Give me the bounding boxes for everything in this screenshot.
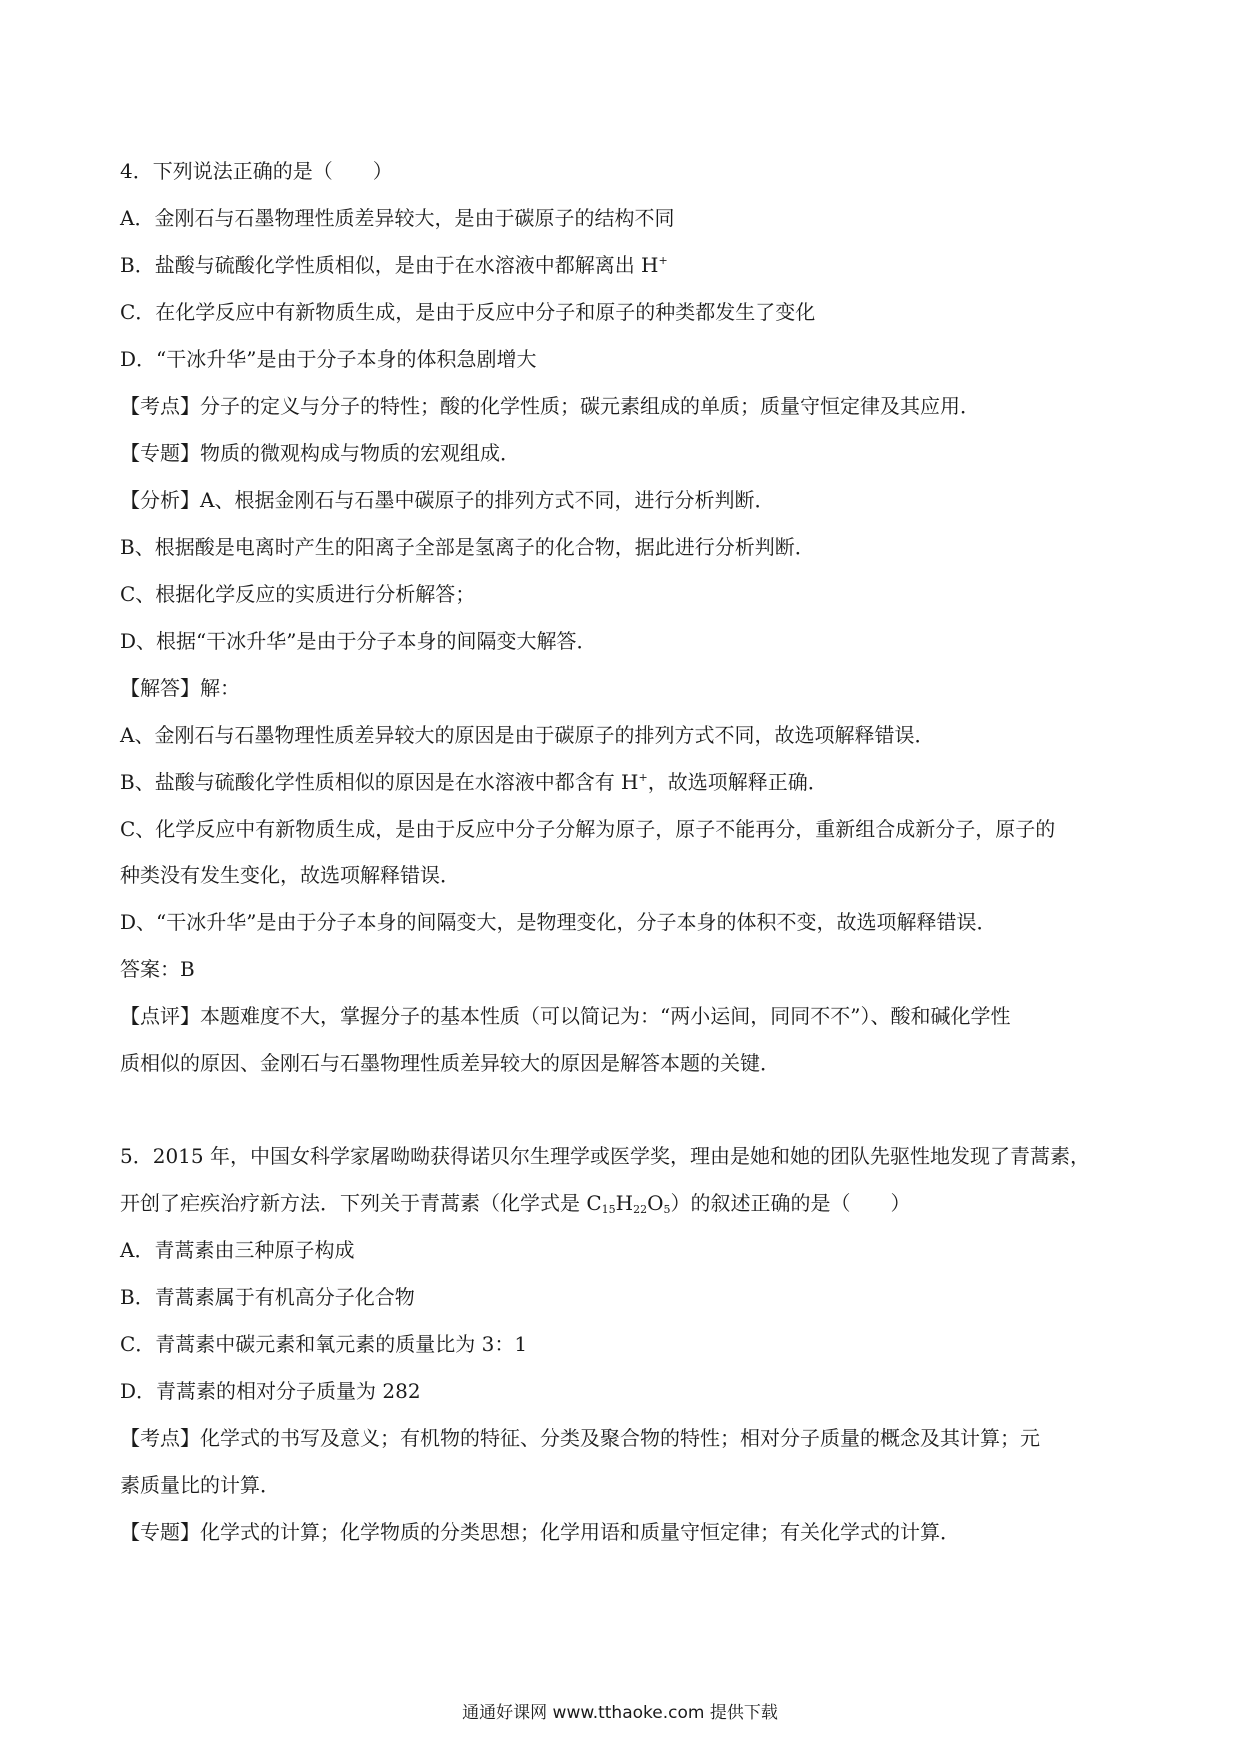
q4-kaodian: 【考点】分子的定义与分子的特性；酸的化学性质；碳元素组成的单质；质量守恒定律及其应用． bbox=[120, 394, 980, 418]
q4-jieda-a: A、金刚石与石墨物理性质差异较大的原因是由于碳原子的排列方式不同，故选项解释错误． bbox=[120, 723, 935, 747]
q4-jieda-b-text: B、盐酸与硫酸化学性质相似的原因是在水溶液中都含有 H bbox=[120, 770, 639, 794]
q5-kaodian-line1: 【考点】化学式的书写及意义；有机物的特征、分类及聚合物的特性；相对分子质量的概念及其计算；元 bbox=[120, 1426, 1040, 1450]
q4-dianping-line1: 【点评】本题难度不大，掌握分子的基本性质（可以简记为：“两小运间，同同不不”）、酸和碱化学性 bbox=[120, 1004, 1011, 1028]
q4-option-b-superscript: + bbox=[658, 254, 668, 267]
q4-fenxi-3: C、根据化学反应的实质进行分析解答； bbox=[120, 582, 476, 606]
q4-fenxi-2: B、根据酸是电离时产生的阳离子全部是氢离子的化合物，据此进行分析判断． bbox=[120, 535, 815, 559]
q4-option-c: C．在化学反应中有新物质生成，是由于反应中分子和原子的种类都发生了变化 bbox=[120, 300, 816, 324]
q4-zhuanti: 【专题】物质的微观构成与物质的宏观组成． bbox=[120, 441, 520, 465]
q5-formula-o-subscript: 5 bbox=[663, 1203, 671, 1216]
q5-stem-line2-suffix: ）的叙述正确的是（ ） bbox=[670, 1191, 911, 1215]
q5-option-a: A．青蒿素由三种原子构成 bbox=[120, 1238, 355, 1262]
q5-option-c: C．青蒿素中碳元素和氧元素的质量比为 3：1 bbox=[120, 1332, 528, 1356]
q4-option-d: D．“干冰升华”是由于分子本身的体积急剧增大 bbox=[120, 347, 537, 371]
q5-kaodian-line2: 素质量比的计算． bbox=[120, 1473, 280, 1497]
q4-fenxi-4: D、根据“干冰升华”是由于分子本身的间隔变大解答． bbox=[120, 629, 597, 653]
q5-zhuanti: 【专题】化学式的计算；化学物质的分类思想；化学用语和质量守恒定律；有关化学式的计算． bbox=[120, 1520, 960, 1544]
q5-stem-line2-text: 开创了疟疾治疗新方法．下列关于青蒿素（化学式是 C bbox=[120, 1191, 602, 1215]
q4-option-b-text: B．盐酸与硫酸化学性质相似，是由于在水溶液中都解离出 H bbox=[120, 253, 659, 277]
page-footer: 通通好课网 www.tthaoke.com 提供下载 bbox=[462, 1703, 778, 1723]
q4-option-b bbox=[120, 252, 1140, 278]
q5-formula-o: O bbox=[647, 1191, 664, 1215]
q5-option-d: D．青蒿素的相对分子质量为 282 bbox=[120, 1379, 421, 1403]
q5-formula-h-subscript: 22 bbox=[633, 1203, 648, 1216]
q4-jieda-b bbox=[120, 769, 1140, 795]
q5-option-b: B．青蒿素属于有机高分子化合物 bbox=[120, 1285, 415, 1309]
q5-formula-h: H bbox=[615, 1191, 634, 1215]
q5-stem-line1: 5．2015 年，中国女科学家屠呦呦获得诺贝尔生理学或医学奖，理由是她和她的团队先驱性地发现了青蒿素， bbox=[120, 1144, 1090, 1168]
q4-dianping-line2: 质相似的原因、金刚石与石墨物理性质差异较大的原因是解答本题的关键． bbox=[120, 1051, 780, 1075]
q4-jieda-b-superscript: + bbox=[638, 771, 648, 784]
q4-fenxi-1: 【分析】A、根据金刚石与石墨中碳原子的排列方式不同，进行分析判断． bbox=[120, 488, 775, 512]
q4-option-a: A．金刚石与石墨物理性质差异较大，是由于碳原子的结构不同 bbox=[120, 206, 675, 230]
q4-jieda-b-suffix: ，故选项解释正确． bbox=[647, 770, 828, 794]
q4-jieda-head: 【解答】解： bbox=[120, 676, 240, 700]
q5-stem-line2 bbox=[120, 1190, 1140, 1216]
q4-jieda-c-line1: C、化学反应中有新物质生成，是由于反应中分子分解为原子，原子不能再分，重新组合成新分子，原子的 bbox=[120, 817, 1056, 841]
q4-jieda-c-line2: 种类没有发生变化，故选项解释错误． bbox=[120, 863, 460, 887]
q5-formula-c-subscript: 15 bbox=[601, 1203, 616, 1216]
q4-jieda-d: D、“干冰升华”是由于分子本身的间隔变大，是物理变化，分子本身的体积不变，故选项解释错误． bbox=[120, 910, 997, 934]
q4-answer: 答案：B bbox=[120, 957, 195, 981]
q4-stem: 4．下列说法正确的是（ ） bbox=[120, 159, 393, 183]
